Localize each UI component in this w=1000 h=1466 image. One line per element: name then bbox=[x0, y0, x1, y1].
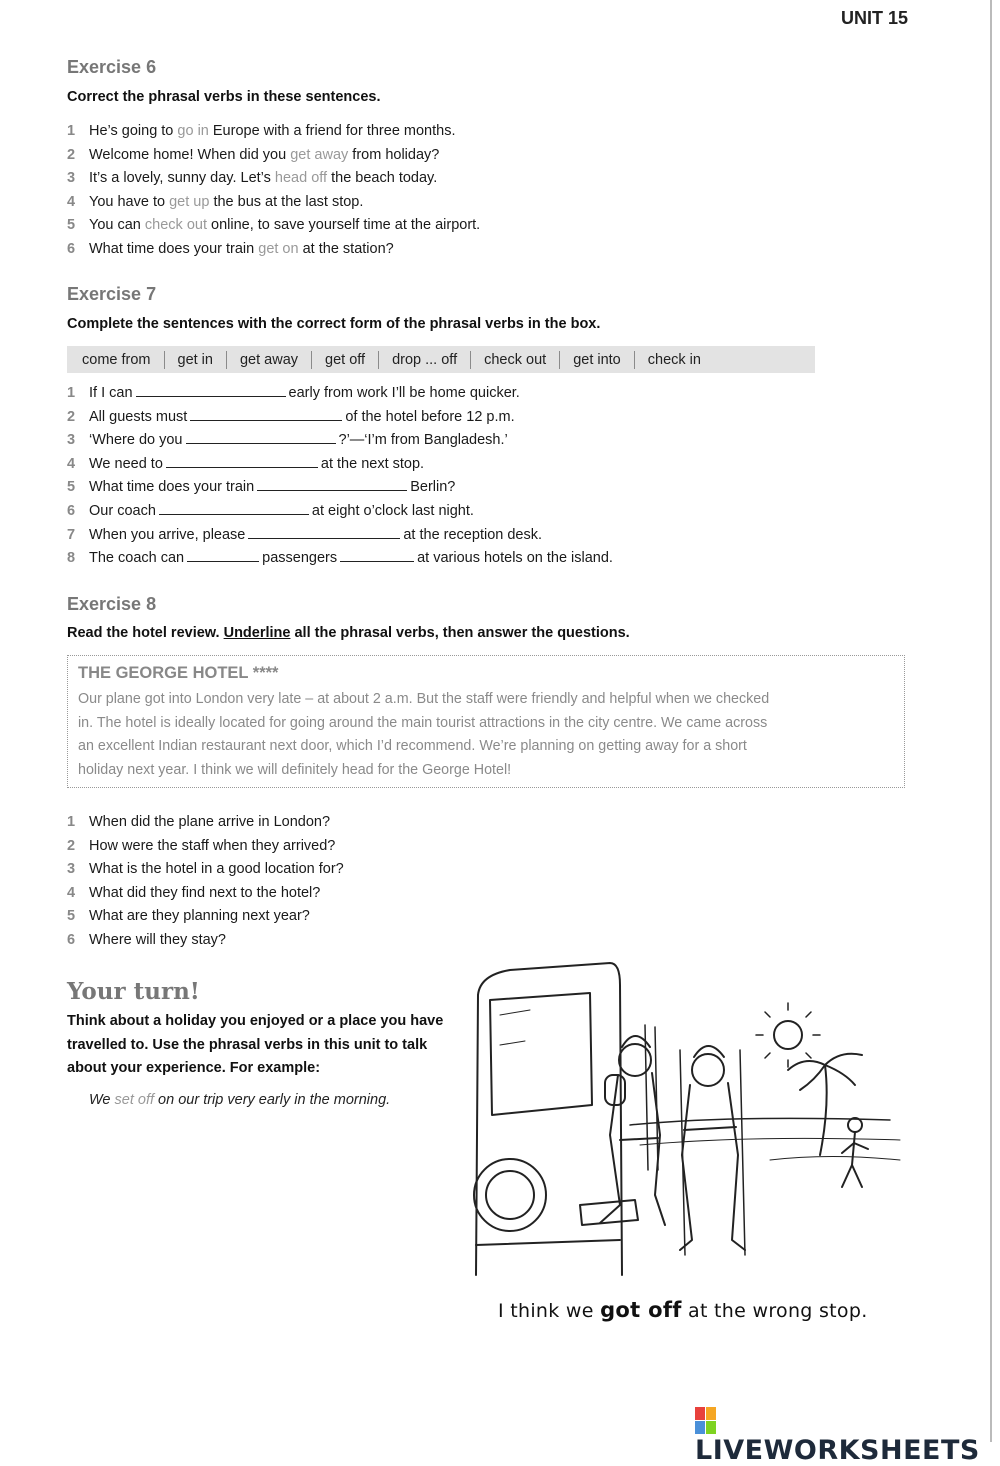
exercise-8-instruction: Read the hotel review. Underline all the phrasal verbs, then answer the questions. bbox=[67, 625, 630, 641]
item-number: 8 bbox=[67, 550, 76, 567]
exercise-7-title: Exercise 7 bbox=[67, 284, 157, 304]
sentence-text: It’s a lovely, sunny day. Let’s bbox=[89, 170, 275, 187]
brand-text: LIVEWORKSHEETS bbox=[695, 1435, 980, 1466]
sentence-text: at the station? bbox=[298, 240, 394, 257]
word-box-item: check out bbox=[471, 351, 560, 369]
question-text: What are they planning next year? bbox=[89, 908, 310, 925]
review-line: Our plane got into London very late – at about 2 a.m. But the staff were friendly and helpful when we checked bbox=[78, 691, 770, 707]
question-text: What is the hotel in a good location for? bbox=[89, 861, 344, 878]
sentence-item bbox=[67, 167, 480, 191]
answer-blank[interactable] bbox=[248, 524, 400, 539]
phrasal-verb: go in bbox=[177, 123, 209, 139]
cartoon-illustration bbox=[470, 955, 910, 1280]
your-turn-title: Your turn! bbox=[67, 978, 200, 1005]
sentence-text: ?’—‘I’m from Bangladesh.’ bbox=[338, 432, 508, 449]
item-number: 2 bbox=[67, 837, 76, 854]
sentence-text: early from work I’ll be home quicker. bbox=[288, 385, 520, 401]
sentence-text: He’s going to bbox=[89, 123, 178, 139]
exercise-7-instruction: Complete the sentences with the correct form of the phrasal verbs in the box. bbox=[67, 316, 601, 332]
question-item bbox=[67, 929, 344, 953]
sentence-text: The coach can bbox=[89, 550, 185, 567]
question-text: How were the staff when they arrived? bbox=[89, 837, 336, 854]
answer-blank[interactable] bbox=[166, 453, 318, 468]
word-box bbox=[67, 346, 815, 373]
sentence-text: the beach today. bbox=[327, 170, 438, 187]
phrasal-verb: check out bbox=[144, 217, 207, 234]
sentence-text: Welcome home! When did you bbox=[89, 146, 291, 163]
question-text: Where will they stay? bbox=[89, 931, 226, 948]
sentence-text: passengers bbox=[262, 550, 338, 567]
item-number: 1 bbox=[67, 385, 76, 401]
sentence-text: at the reception desk. bbox=[403, 526, 543, 543]
answer-blank[interactable] bbox=[136, 382, 286, 397]
item-number: 7 bbox=[67, 526, 76, 543]
item-number: 6 bbox=[67, 240, 76, 257]
sentence-item bbox=[67, 547, 613, 571]
liveworksheets-logo-icon bbox=[695, 1407, 717, 1435]
sentence-text: at the next stop. bbox=[320, 455, 425, 472]
exercise-8-questions bbox=[67, 811, 344, 953]
sentence-text: All guests must bbox=[89, 408, 188, 425]
item-number: 6 bbox=[67, 931, 76, 948]
sentence-text: the bus at the last stop. bbox=[209, 193, 364, 210]
sentence-item bbox=[67, 238, 480, 262]
word-box-item: get away bbox=[227, 351, 312, 369]
sentence-text: If I can bbox=[89, 385, 133, 401]
sentence-text: of the hotel before 12 p.m. bbox=[345, 408, 515, 425]
question-item bbox=[67, 905, 344, 929]
sentence-item bbox=[67, 120, 480, 144]
item-number: 5 bbox=[67, 479, 76, 496]
review-line: holiday next year. I think we will definitely head for the George Hotel! bbox=[78, 761, 512, 778]
sentence-text: You can bbox=[89, 217, 145, 234]
exercise-7-list bbox=[67, 382, 613, 571]
sentence-text: ‘Where do you bbox=[89, 432, 183, 449]
answer-blank[interactable] bbox=[187, 547, 259, 562]
answer-blank[interactable] bbox=[186, 429, 336, 444]
sentence-text: Berlin? bbox=[410, 479, 456, 496]
sentence-item bbox=[67, 429, 613, 453]
underline-word: Underline bbox=[223, 625, 291, 641]
exercise-6-instruction: Correct the phrasal verbs in these sentences. bbox=[67, 89, 381, 105]
sentence-text: Our coach bbox=[89, 502, 156, 519]
your-turn-example: We set off on our trip very early in the morning. bbox=[89, 1092, 391, 1108]
sentence-item bbox=[67, 382, 613, 406]
item-number: 5 bbox=[67, 217, 76, 234]
item-number: 4 bbox=[67, 193, 76, 210]
item-number: 3 bbox=[67, 432, 76, 449]
exercise-6-title: Exercise 6 bbox=[67, 57, 157, 77]
unit-label: UNIT 15 bbox=[840, 8, 908, 28]
sentence-text: What time does your train bbox=[89, 479, 255, 496]
sentence-text: You have to bbox=[89, 193, 170, 210]
hotel-review-box bbox=[67, 655, 905, 788]
item-number: 2 bbox=[67, 146, 76, 163]
item-number: 1 bbox=[67, 123, 76, 139]
sentence-item bbox=[67, 191, 480, 215]
word-box-item: drop ... off bbox=[379, 351, 471, 369]
sentence-text: When you arrive, please bbox=[89, 526, 246, 543]
sentence-item bbox=[67, 214, 480, 238]
question-text: When did the plane arrive in London? bbox=[89, 814, 331, 830]
review-line: an excellent Indian restaurant next door, which I’d recommend. We’re planning on getting away for a short bbox=[78, 738, 747, 755]
sentence-text: at various hotels on the island. bbox=[417, 550, 613, 567]
item-number: 2 bbox=[67, 408, 76, 425]
sentence-text: at eight o’clock last night. bbox=[311, 502, 474, 519]
logo-tile bbox=[706, 1407, 716, 1420]
logo-tile bbox=[695, 1421, 705, 1434]
word-box-item: get off bbox=[312, 351, 379, 369]
question-item bbox=[67, 811, 344, 835]
cartoon-caption: I think we got off at the wrong stop. bbox=[498, 1298, 868, 1322]
item-number: 5 bbox=[67, 908, 76, 925]
page-edge bbox=[990, 0, 992, 1442]
word-box-item: check in bbox=[647, 351, 701, 368]
answer-blank[interactable] bbox=[340, 547, 414, 562]
word-box-item: come from bbox=[67, 351, 165, 369]
item-number: 1 bbox=[67, 814, 76, 830]
sentence-item bbox=[67, 524, 613, 548]
phrasal-verb: head off bbox=[274, 170, 328, 187]
sentence-item bbox=[67, 144, 480, 168]
liveworksheets-footer bbox=[695, 1404, 1000, 1466]
sentence-item bbox=[67, 406, 613, 430]
sentence-text: We need to bbox=[89, 455, 163, 472]
answer-blank[interactable] bbox=[257, 476, 407, 491]
sentence-item bbox=[67, 500, 613, 524]
exercise-8-title: Exercise 8 bbox=[67, 594, 157, 614]
phrasal-verb: get on bbox=[258, 240, 299, 257]
phrasal-verb: get away bbox=[290, 146, 349, 163]
sentence-text: online, to save yourself time at the airport. bbox=[206, 217, 481, 234]
word-box-item: get into bbox=[560, 351, 635, 369]
your-turn-instruction: Think about a holiday you enjoyed or a place you have travelled to. Use the phrasal verbs in this unit to talk about your experience. For example: bbox=[67, 1013, 444, 1076]
answer-blank[interactable] bbox=[190, 406, 342, 421]
sentence-item bbox=[67, 476, 613, 500]
question-text: What did they find next to the hotel? bbox=[89, 884, 321, 901]
sentence-text: Europe with a friend for three months. bbox=[208, 123, 456, 139]
review-text bbox=[78, 688, 894, 782]
sentence-item bbox=[67, 453, 613, 477]
review-title: THE GEORGE HOTEL **** bbox=[78, 664, 279, 682]
sentence-text: What time does your train bbox=[89, 240, 259, 257]
review-line: in. The hotel is ideally located for going around the main tourist attractions in the city centre. We came across bbox=[78, 714, 768, 731]
phrasal-verb: get up bbox=[169, 193, 210, 210]
word-box-item: get in bbox=[165, 351, 227, 369]
item-number: 3 bbox=[67, 861, 76, 878]
sentence-text: from holiday? bbox=[348, 146, 440, 163]
question-item bbox=[67, 858, 344, 882]
exercise-6-list bbox=[67, 120, 480, 262]
question-item bbox=[67, 882, 344, 906]
item-number: 6 bbox=[67, 502, 76, 519]
item-number: 4 bbox=[67, 884, 76, 901]
logo-tile bbox=[706, 1421, 716, 1434]
answer-blank[interactable] bbox=[159, 500, 309, 515]
item-number: 3 bbox=[67, 170, 76, 187]
logo-tile bbox=[695, 1407, 705, 1420]
item-number: 4 bbox=[67, 455, 76, 472]
question-item bbox=[67, 835, 344, 859]
